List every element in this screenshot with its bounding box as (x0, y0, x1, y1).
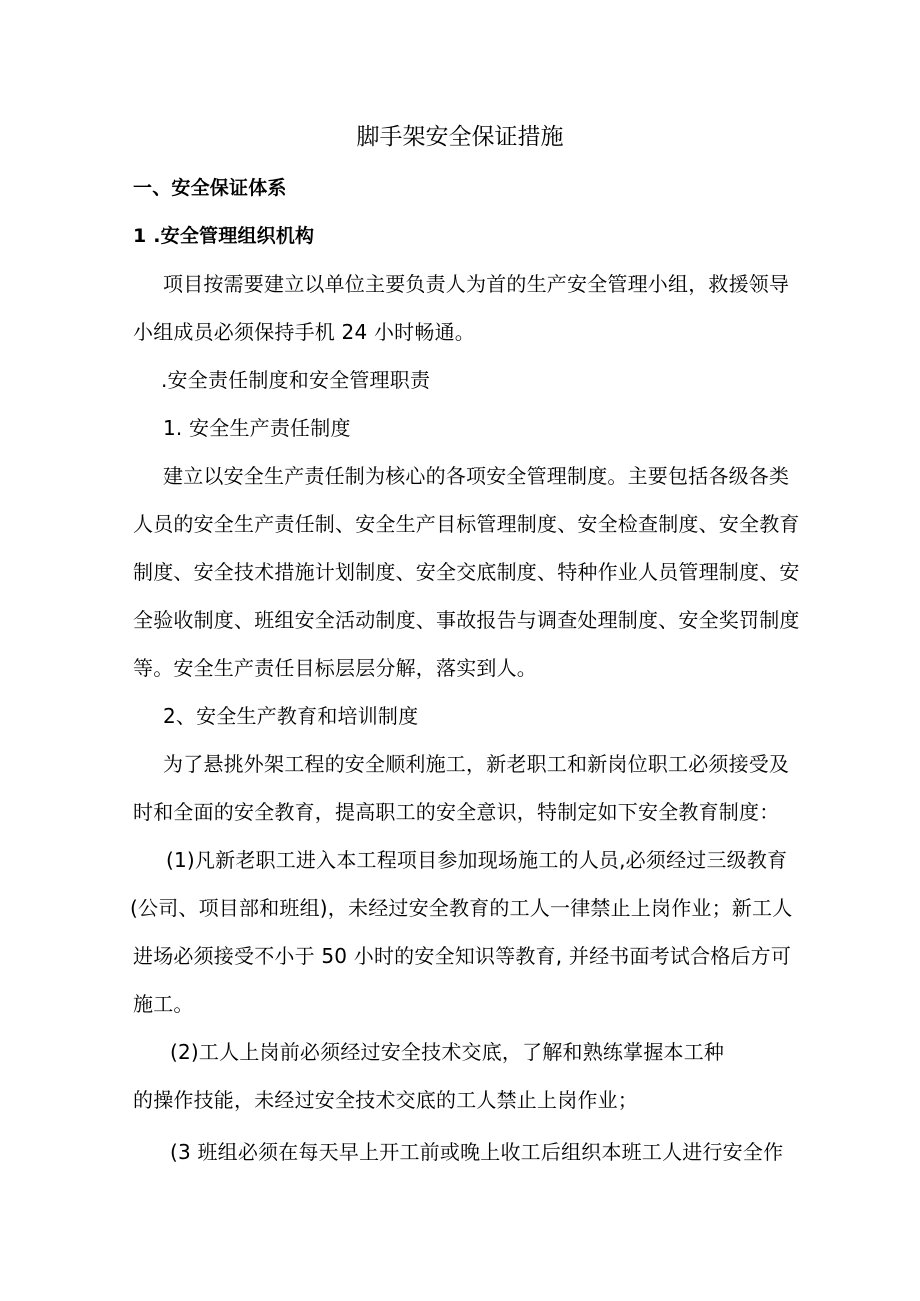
paragraph-line: 人员的安全生产责任制、安全生产目标管理制度、安全检查制度、安全教育 (133, 512, 800, 536)
list-item-line: (1)凡新老职工进入本工程项目参加现场施工的人员,必须经过三级教育 (166, 848, 788, 872)
subsection-heading-production-responsibility: 1. 安全生产责任制度 (163, 416, 351, 440)
paragraph-line: 制度、安全技术措施计划制度、安全交底制度、特种作业人员管理制度、安 (133, 560, 800, 584)
list-item-line: (3 班组必须在每天早上开工前或晚上收工后组织本班工人进行安全作 (170, 1140, 784, 1164)
document-title: 脚手架安全保证措施 (356, 124, 564, 150)
list-item-line: 进场必须接受不小于 50 小时的安全知识等教育, 并经书面考试合格后方可 (133, 944, 792, 968)
list-item-line: 的操作技能，未经过安全技术交底的工人禁止上岗作业； (133, 1088, 638, 1112)
paragraph-line: 小组成员必须保持手机 24 小时畅通。 (133, 320, 475, 344)
paragraph-line: 为了悬挑外架工程的安全顺利施工，新老职工和新岗位职工必须接受及 (163, 752, 790, 776)
paragraph-line: 项目按需要建立以单位主要负责人为首的生产安全管理小组，救援领导 (163, 272, 790, 296)
paragraph-line: 时和全面的安全教育，提高职工的安全意识，特制定如下安全教育制度： (133, 800, 780, 824)
subsection-heading-responsibility: .安全责任制度和安全管理职责 (161, 368, 431, 392)
paragraph-line: 等。安全生产责任目标层层分解，落实到人。 (133, 656, 537, 680)
paragraph-line: 全验收制度、班组安全活动制度、事故报告与调查处理制度、安全奖罚制度 (133, 608, 800, 632)
list-item-line: (2)工人上岗前必须经过安全技术交底，了解和熟练掌握本工种 (170, 1040, 725, 1064)
subsection-heading-organization: 1 .安全管理组织机构 (133, 225, 315, 247)
paragraph-line: 建立以安全生产责任制为核心的各项安全管理制度。主要包括各级各类 (163, 464, 790, 488)
list-item-line: (公司、项目部和班组)，未经过安全教育的工人一律禁止上岗作业；新工人 (130, 896, 793, 920)
subsection-heading-education: 2、安全生产教育和培训制度 (163, 704, 419, 728)
list-item-line: 施工。 (133, 992, 194, 1016)
section-heading-safety-system: 一、安全保证体系 (133, 177, 287, 199)
